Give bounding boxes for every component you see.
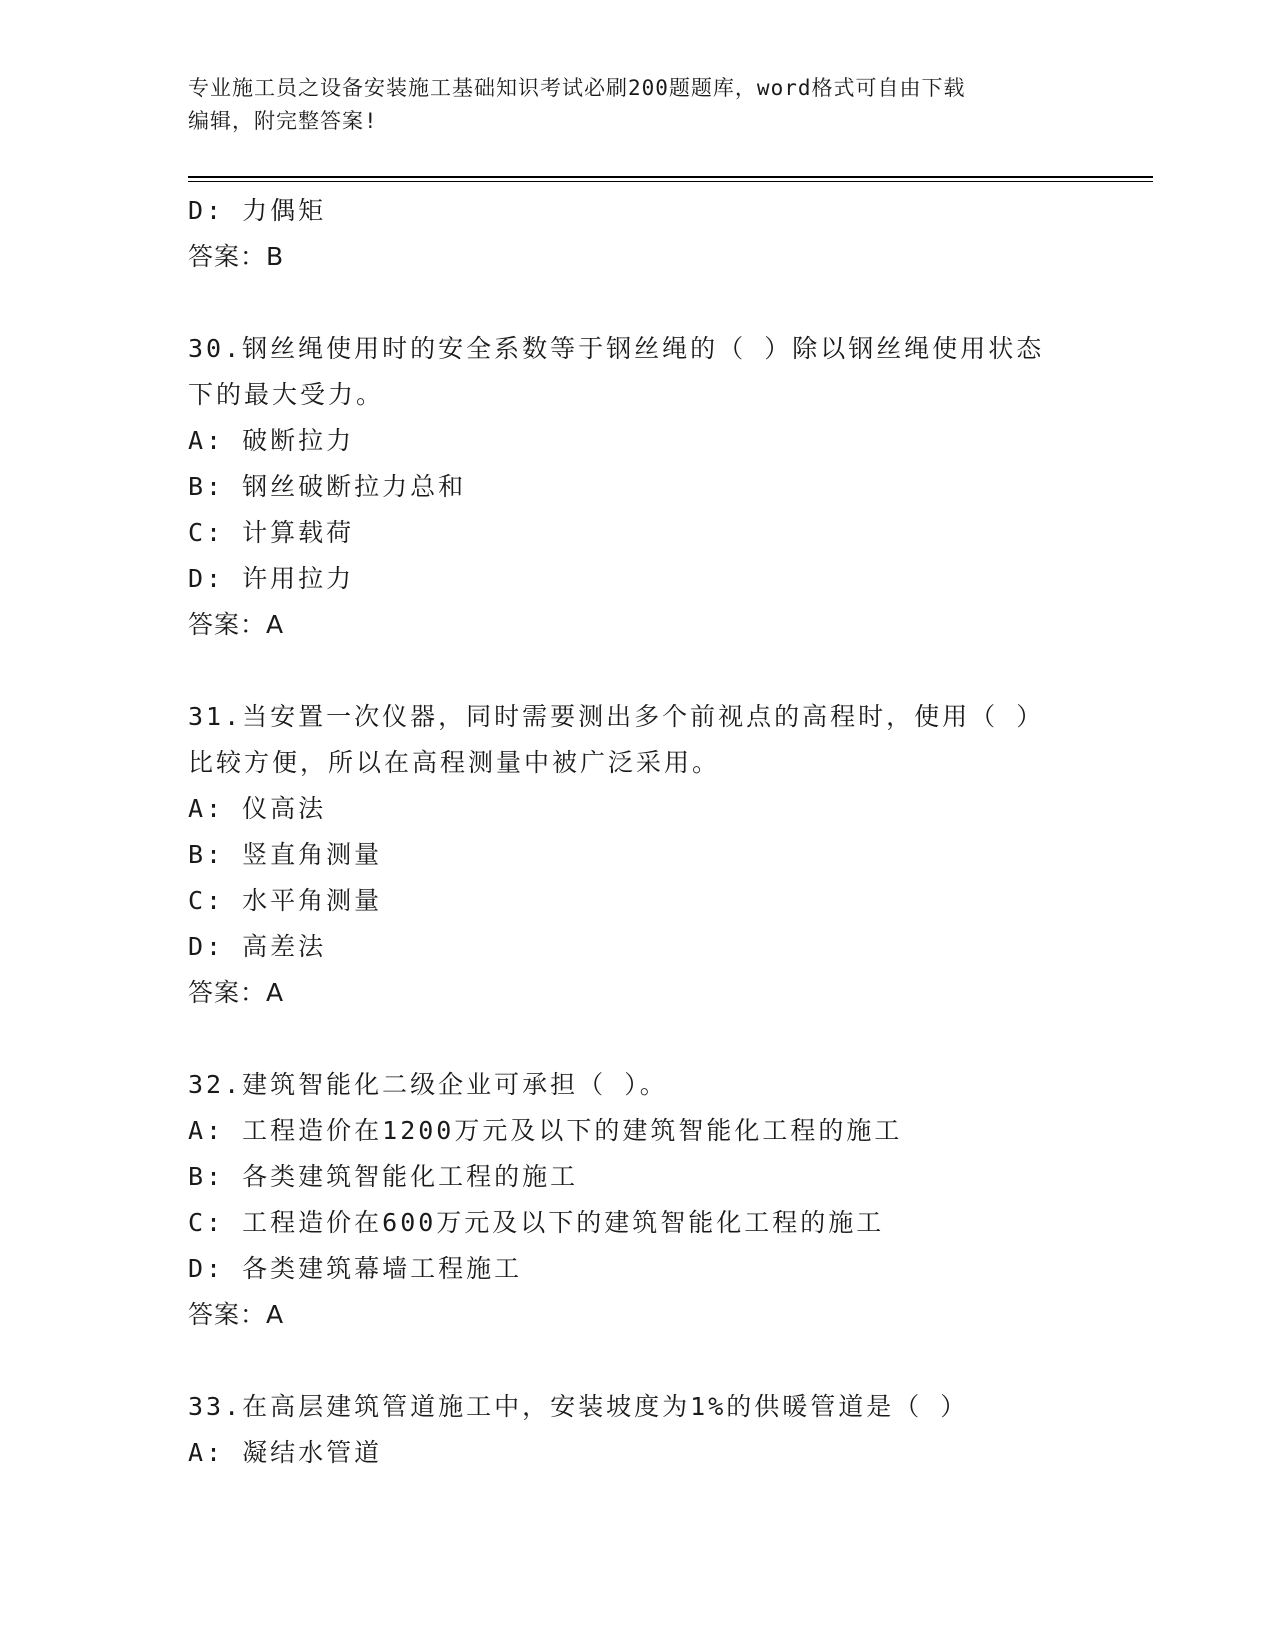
spacer bbox=[188, 1016, 1128, 1062]
option-line: C: 工程造价在600万元及以下的建筑智能化工程的施工 bbox=[188, 1208, 885, 1237]
option-line: B: 竖直角测量 bbox=[188, 840, 383, 869]
option-line: C: 水平角测量 bbox=[188, 886, 383, 915]
question-text: 31.当安置一次仪器，同时需要测出多个前视点的高程时，使用（ ） bbox=[188, 702, 1045, 731]
spacer bbox=[188, 648, 1128, 694]
document-header bbox=[188, 72, 1108, 138]
option-line: A: 破断拉力 bbox=[188, 426, 355, 455]
header-line-2: 编辑，附完整答案! bbox=[188, 109, 378, 133]
option-line: D: 许用拉力 bbox=[188, 564, 355, 593]
answer-line: 答案：A bbox=[188, 1300, 285, 1329]
option-line: B: 各类建筑智能化工程的施工 bbox=[188, 1162, 579, 1191]
option-line: A: 工程造价在1200万元及以下的建筑智能化工程的施工 bbox=[188, 1116, 903, 1145]
question-list bbox=[188, 188, 1128, 1476]
option-line: D: 高差法 bbox=[188, 932, 327, 961]
option-line: A: 凝结水管道 bbox=[188, 1438, 383, 1467]
header-line-1: 专业施工员之设备安装施工基础知识考试必刷200题题库，word格式可自由下载 bbox=[188, 76, 966, 100]
answer-line: 答案：A bbox=[188, 610, 285, 639]
option-line: C: 计算载荷 bbox=[188, 518, 355, 547]
spacer bbox=[188, 280, 1128, 326]
question-text: 下的最大受力。 bbox=[188, 380, 385, 409]
option-line: B: 钢丝破断拉力总和 bbox=[188, 472, 467, 501]
question-text: 30.钢丝绳使用时的安全系数等于钢丝绳的（ ）除以钢丝绳使用状态 bbox=[188, 334, 1045, 363]
question-text: 33.在高层建筑管道施工中，安装坡度为1%的供暖管道是（ ） bbox=[188, 1392, 969, 1421]
header-rule-thick bbox=[188, 176, 1153, 178]
answer-line: 答案：B bbox=[188, 242, 285, 271]
header-rule-thin bbox=[188, 181, 1153, 182]
option-line: D: 力偶矩 bbox=[188, 196, 327, 225]
option-line: A: 仪高法 bbox=[188, 794, 327, 823]
question-text: 32.建筑智能化二级企业可承担（ ）。 bbox=[188, 1070, 668, 1099]
option-line: D: 各类建筑幕墙工程施工 bbox=[188, 1254, 523, 1283]
answer-line: 答案：A bbox=[188, 978, 285, 1007]
question-text: 比较方便，所以在高程测量中被广泛采用。 bbox=[188, 748, 721, 777]
spacer bbox=[188, 1338, 1128, 1384]
